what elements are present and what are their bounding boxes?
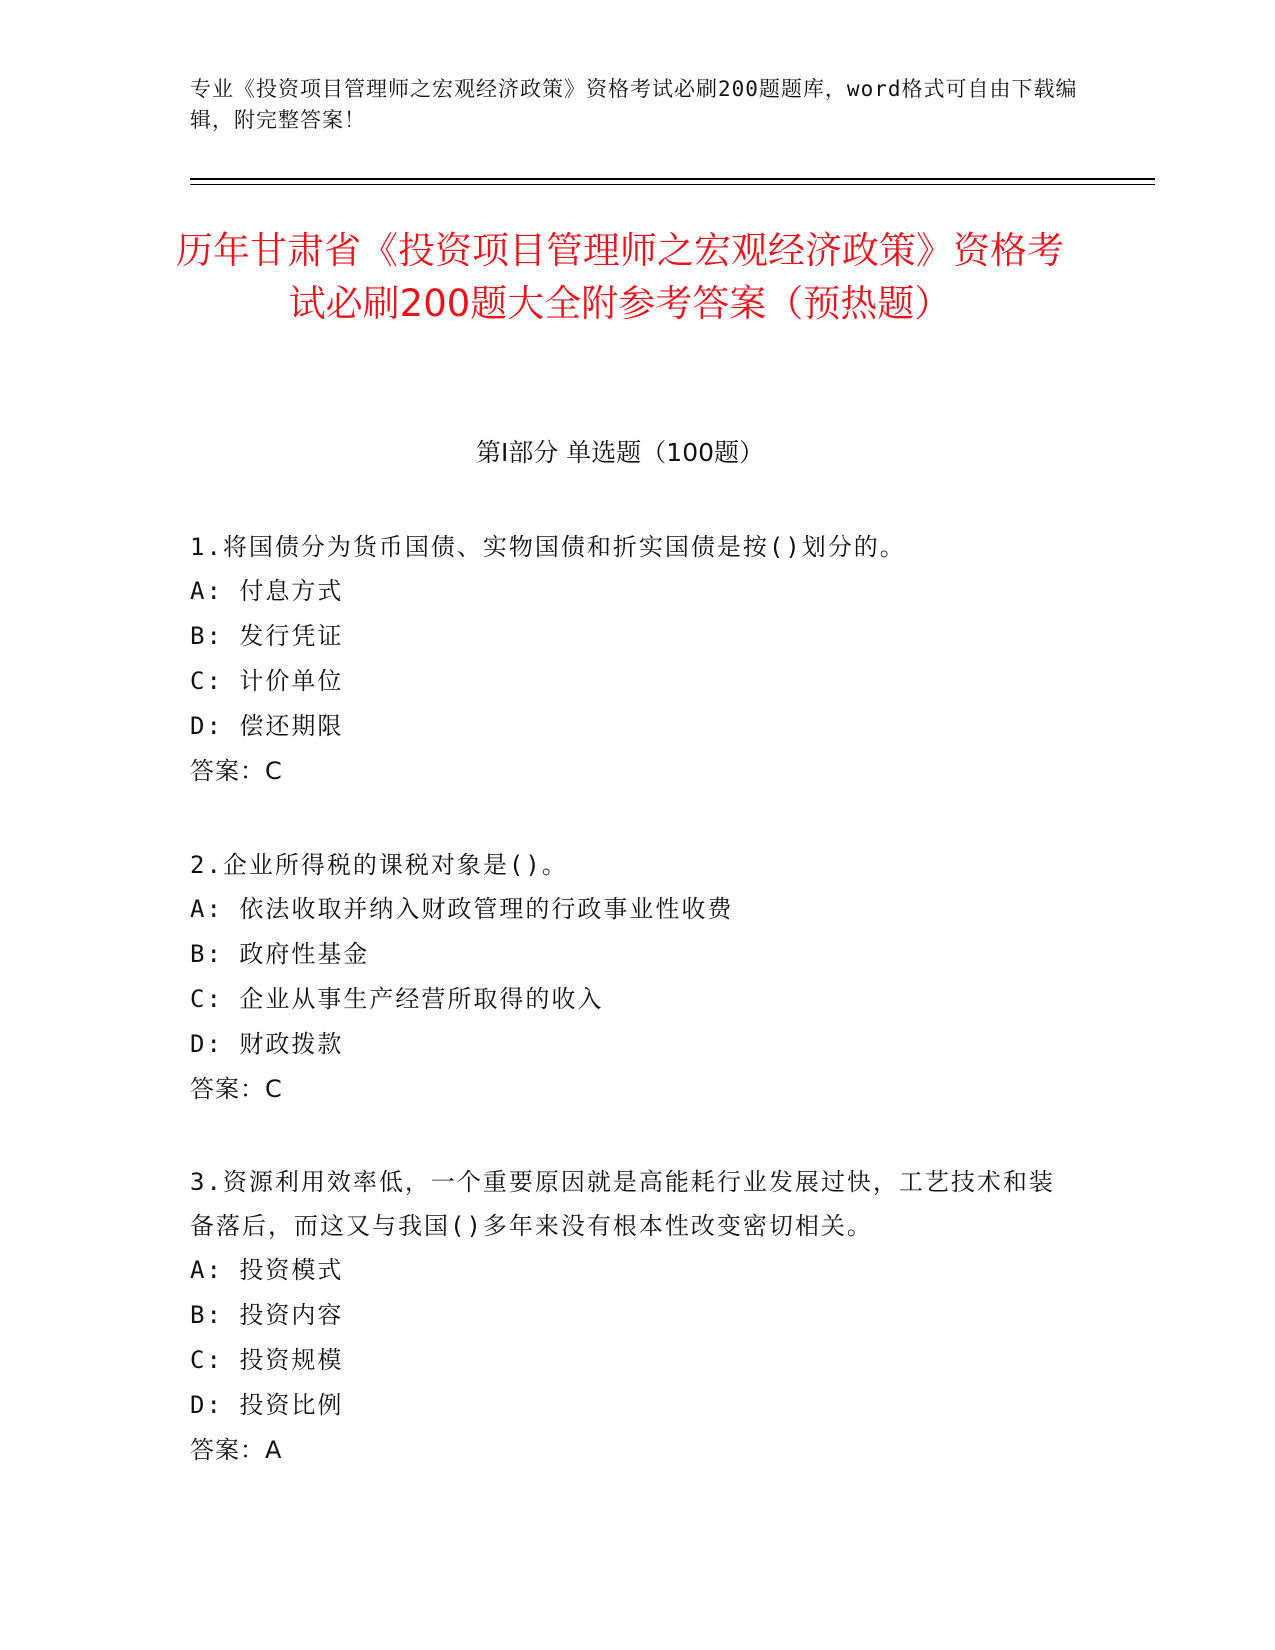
option-a: A: 投资模式	[190, 1256, 344, 1284]
question-stem: 3.资源利用效率低，一个重要原因就是高能耗行业发展过快，工艺技术和装备落后，而这又与我国()多年来没有根本性改变密切相关。	[190, 1168, 1055, 1240]
header-divider-thick	[190, 178, 1155, 180]
option-c: C: 企业从事生产经营所取得的收入	[190, 985, 604, 1013]
option-b: B: 发行凭证	[190, 622, 344, 650]
answer-line: 答案：C	[190, 757, 283, 785]
option-d: D: 投资比例	[190, 1391, 344, 1419]
question-stem: 2.企业所得税的课税对象是()。	[190, 851, 568, 879]
option-d: D: 偿还期限	[190, 712, 344, 740]
question-block	[190, 843, 1070, 1112]
option-a: A: 付息方式	[190, 577, 344, 605]
answer-line: 答案：A	[190, 1436, 283, 1464]
option-c: C: 投资规模	[190, 1346, 344, 1374]
option-c: C: 计价单位	[190, 667, 344, 695]
section-heading: 第I部分 单选题（100题）	[475, 438, 765, 467]
question-block	[190, 525, 1070, 794]
document-title: 历年甘肃省《投资项目管理师之宏观经济政策》资格考试必刷200题大全附参考答案（预热题）	[176, 229, 1064, 325]
option-d: D: 财政拨款	[190, 1030, 344, 1058]
option-a: A: 依法收取并纳入财政管理的行政事业性收费	[190, 895, 734, 923]
option-b: B: 投资内容	[190, 1301, 344, 1329]
header-divider-thin	[190, 184, 1155, 185]
answer-line: 答案：C	[190, 1075, 283, 1103]
option-b: B: 政府性基金	[190, 940, 370, 968]
question-block	[190, 1160, 1070, 1473]
question-stem: 1.将国债分为货币国债、实物国债和折实国债是按()划分的。	[190, 533, 906, 561]
intro-text: 专业《投资项目管理师之宏观经济政策》资格考试必刷200题题库，word格式可自由下载编辑，附完整答案！	[190, 77, 1078, 132]
